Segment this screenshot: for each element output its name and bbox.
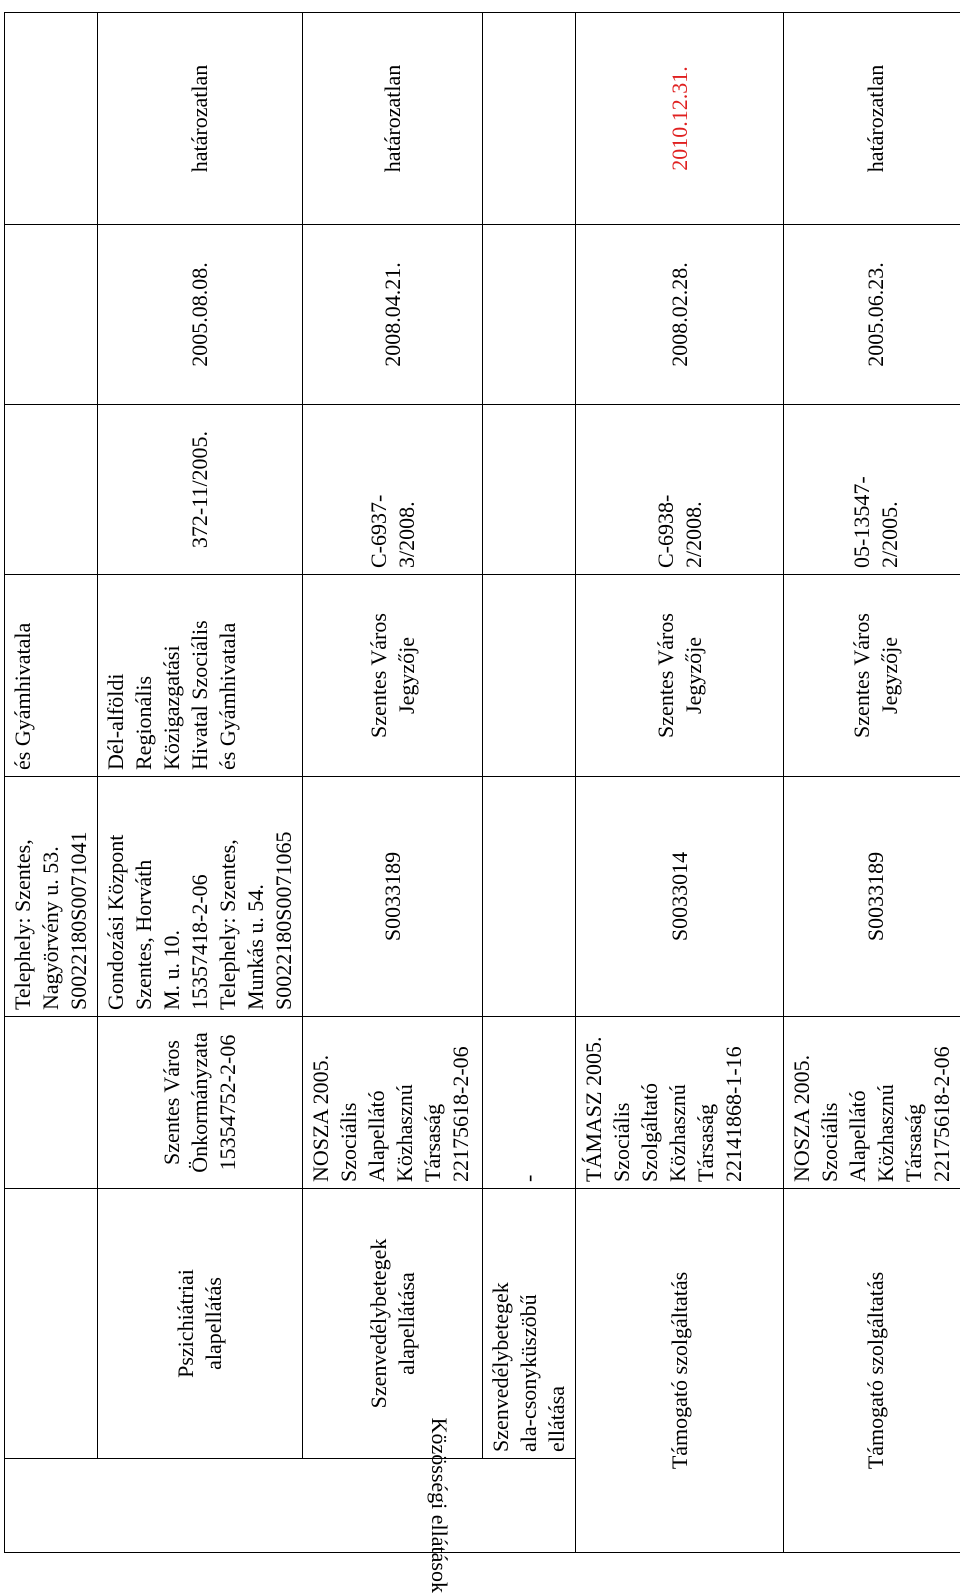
issue-date-cell [483, 225, 576, 405]
service-cell: Támogató szolgáltatás [576, 1189, 784, 1553]
authority-cell: Szentes Város Jegyzője [303, 575, 483, 777]
provider-cell: NOSZA 2005. Szociális Alapellátó Közhasznú Társaság 22175618-2-06 [784, 1017, 960, 1189]
group-cell-mid [98, 1459, 303, 1553]
group-cell [303, 1459, 576, 1553]
decision-number-cell: 372-11/2005. [98, 405, 303, 575]
provider-cell [5, 1017, 98, 1189]
authority-cell: Szentes Város Jegyzője [576, 575, 784, 777]
issue-date-cell: 2005.08.08. [98, 225, 303, 405]
issue-date-cell [5, 225, 98, 405]
decision-number-cell [483, 405, 576, 575]
table-row [303, 13, 483, 1553]
issue-date-cell: 2008.02.28. [576, 225, 784, 405]
provider-cell: - [483, 1017, 576, 1189]
decision-number-cell: C-6937- 3/2008. [303, 405, 483, 575]
site-cell: S0033189 [784, 777, 960, 1017]
provider-cell: TÁMASZ 2005. Szociális Szolgáltató Közhasznú Társaság 22141868-1-16 [576, 1017, 784, 1189]
decision-number-cell [5, 405, 98, 575]
authority-cell: és Gyámhivatala [5, 575, 98, 777]
site-cell: Telephely: Szentes, Nagyörvény u. 53. S0022180S0071041 [5, 777, 98, 1017]
valid-until-cell [483, 13, 576, 225]
valid-until-cell: 2010.12.31. [576, 13, 784, 225]
service-cell: Szenvedélybetegek ala-csonyküszöbű ellátása [483, 1189, 576, 1459]
group-label: Közösségi ellátások [425, 1418, 453, 1593]
site-cell: S0033189 [303, 777, 483, 1017]
decision-number-cell: C-6938- 2/2008. [576, 405, 784, 575]
service-cell: Támogató szolgáltatás [784, 1189, 960, 1553]
valid-until-cell: határozatlan [784, 13, 960, 225]
service-cell: Pszichiátriai alapellátás [98, 1189, 303, 1459]
table-row [483, 13, 576, 1553]
valid-until-cell [5, 13, 98, 225]
table-row [576, 13, 784, 1553]
authority-cell: Szentes Város Jegyzője [784, 575, 960, 777]
valid-until-cell: határozatlan [303, 13, 483, 225]
authority-cell [483, 575, 576, 777]
table-row [98, 13, 303, 1553]
group-cell-top [5, 1459, 98, 1553]
table-row [784, 13, 960, 1553]
valid-until-cell: határozatlan [98, 13, 303, 225]
service-cell [5, 1189, 98, 1459]
site-cell: S0033014 [576, 777, 784, 1017]
services-table [4, 12, 960, 1553]
provider-cell: NOSZA 2005. Szociális Alapellátó Közhasznú Társaság 22175618-2-06 [303, 1017, 483, 1189]
service-cell: Szenvedélybetegek alapellátása [303, 1189, 483, 1459]
site-cell: Gondozási Központ Szentes, Horváth M. u. 10. 15357418-2-06 Telephely: Szentes, Munkás u. 54. S0022180S0071065 [98, 777, 303, 1017]
authority-cell: Dél-alföldi Regionális Közigazgatási Hivatal Szociális és Gyámhivatala [98, 575, 303, 777]
issue-date-cell: 2008.04.21. [303, 225, 483, 405]
provider-cell: Szentes Város Önkormányzata 15354752-2-06 [98, 1017, 303, 1189]
table-row [5, 13, 98, 1553]
site-cell [483, 777, 576, 1017]
decision-number-cell: 05-13547- 2/2005. [784, 405, 960, 575]
issue-date-cell: 2005.06.23. [784, 225, 960, 405]
